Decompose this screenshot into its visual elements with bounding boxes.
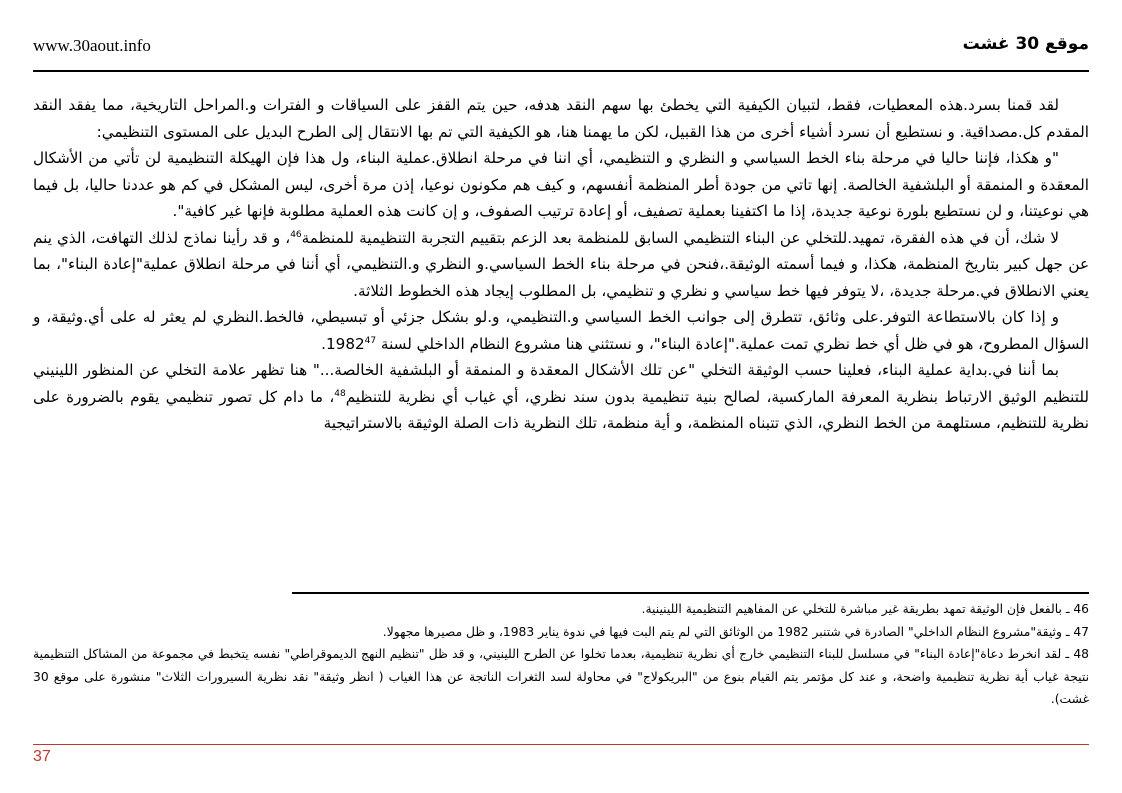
footer-divider	[33, 744, 1089, 745]
paragraph	[33, 357, 1089, 437]
paragraph	[33, 304, 1089, 357]
paragraph	[33, 225, 1089, 305]
paragraph-text: ، و قد رأينا نماذج لذلك التهافت، الذي ينم عن جهل كبير بتاريخ المنظمة، هكذا، و فيما أسمته الوثيقة.،فنحن في مرحلة بناء الخط السياسي.و النظري و.التنظيمي، أي أننا في مرحلة انطلاق عملية"إعادة البناء"، بما يعني الانطلاق في.مرحلة جديدة، ،لا يتوفر فيها خط سياسي و نظري و تنظيمي، بل المطلوب إيجاد هذه الخطوط الثلاثة.	[33, 228, 1089, 300]
page-number: 37	[33, 748, 51, 765]
paragraph-text: و إذا كان بالاستطاعة التوفر.على وثائق، تتطرق إلى جوانب الخط السياسي و.التنظيمي، و.لو بشكل جزئي أو تبسيطي، فالخط.النظري لم يعثر له على أي.وثيقة، و السؤال المطروح، هو في ظل أي خط نظري تمت عملية."إعادة البناء"، و نستثني هنا مشروع النظام الداخلي لسنة 1982	[33, 308, 1089, 353]
header-divider	[33, 70, 1089, 72]
paragraph: لقد قمنا بسرد.هذه المعطيات، فقط، لتبيان الكيفية التي يخطئ بها سهم النقد هدفه، حين يتم القفز على السياقات و الفترات و.المراحل التاريخية، مما يفقد النقد المقدم كل.مصداقية. و نستطيع أن نسرد أشياء أخرى من هذا القبيل، لكن ما يهمنا هنا، هو الكيفية التي تم بها الانتقال إلى الطرح البديل على المستوى التنظيمي:	[33, 96, 1089, 141]
footnotes	[33, 598, 1089, 711]
site-name: موقع 30 غشت	[962, 34, 1089, 54]
site-url: www.30aout.info	[33, 36, 151, 55]
paragraph: "و هكذا، فإننا حاليا في مرحلة بناء الخط السياسي و النظري و التنظيمي، أي اننا في مرحلة انطلاق.عملية البناء، ول هذا فإن الهيكلة التنظيمية لن تأتي من الأشكال المعقدة و المنمقة أو البلشفية الخالصة. إنها تاتي من جودة أطر المنظمة أنفسهم، و كيف هم مكونون نوعيا، إذن مرة أخرى، ليس المشكل في كم هو عددنا حاليا، بل فيما هي نوعيتنا، و لن نستطيع بلورة نوعية جديدة، إذا ما اكتفينا بعملية تصفيف، أو إعادة ترتيب الصفوف، و إن كانت هذه العملية مطلوبة فإنها غير كافية".	[33, 149, 1089, 220]
paragraph-text: لا شك، أن في هذه الفقرة، تمهيد.للتخلي عن البناء التنظيمي السابق للمنظمة بعد الزعم بتقييم التجربة التنظيمية للمنظمة	[301, 228, 1059, 247]
paragraph-text: ، ما دام كل تصور تنظيمي يقوم بالضرورة على نظرية للتنظيم، مستلهمة من الخط النظري، الذي تتبناه المنظمة، و أية منظمة، تلك النظرية ذات الصلة الوثيقة بالاستراتيجية	[33, 387, 1089, 432]
footnote-ref: 48	[334, 388, 346, 399]
footnote-divider	[292, 592, 1089, 594]
paragraph-text: بما أننا في.بداية عملية البناء، فعلينا حسب الوثيقة التخلي "عن تلك الأشكال المعقدة و المنمقة أو البلشفية الخالصة..." هنا تظهر علامة التخلي عن المنظور اللينيني للتنظيم الوثيق الارتباط بنظرية المعرفة الماركسية، لصالح بنية تنظيمية بدون سند نظري، أي غياب أي نظرية للتنظيم	[33, 361, 1089, 406]
footnote: 48 ـ لقد انخرط دعاة"إعادة البناء" في مسلسل للبناء التنظيمي خارج أي نظرية تنظيمية، بعدما تخلوا عن الطرح اللينيني، و قد ظل "تنظيم النهج الديموقراطي" نفسه يتخبط في مجموعة من المشاكل التنظيمية نتيجة غياب أية نظرية تنظيمية واضحة، و عند كل مؤتمر يتم القيام بنوع من "البريكولاج" في محاولة لسد الثغرات الناتجة عن هذا الغياب ( انظر وثيقة" نقد نظرية السيرورات الثلاث" منشورة على موقع 30 غشت).	[33, 647, 1089, 706]
footnote: 46 ـ بالفعل فإن الوثيقة تمهد بطريقة غير مباشرة للتخلي عن المفاهيم التنظيمية اللينينية.	[641, 602, 1089, 616]
footnote: 47 ـ وثيقة"مشروع النظام الداخلي" الصادرة في شتنبر 1982 من الوثائق التي لم يتم البت فيها في ندوة يناير 1983، و ظل مصيرها مجهولا.	[382, 624, 1089, 639]
main-text	[33, 92, 1089, 437]
paragraph-text: .	[321, 334, 326, 353]
footnote-ref: 46	[290, 229, 302, 240]
footnote-ref: 47	[364, 335, 377, 346]
